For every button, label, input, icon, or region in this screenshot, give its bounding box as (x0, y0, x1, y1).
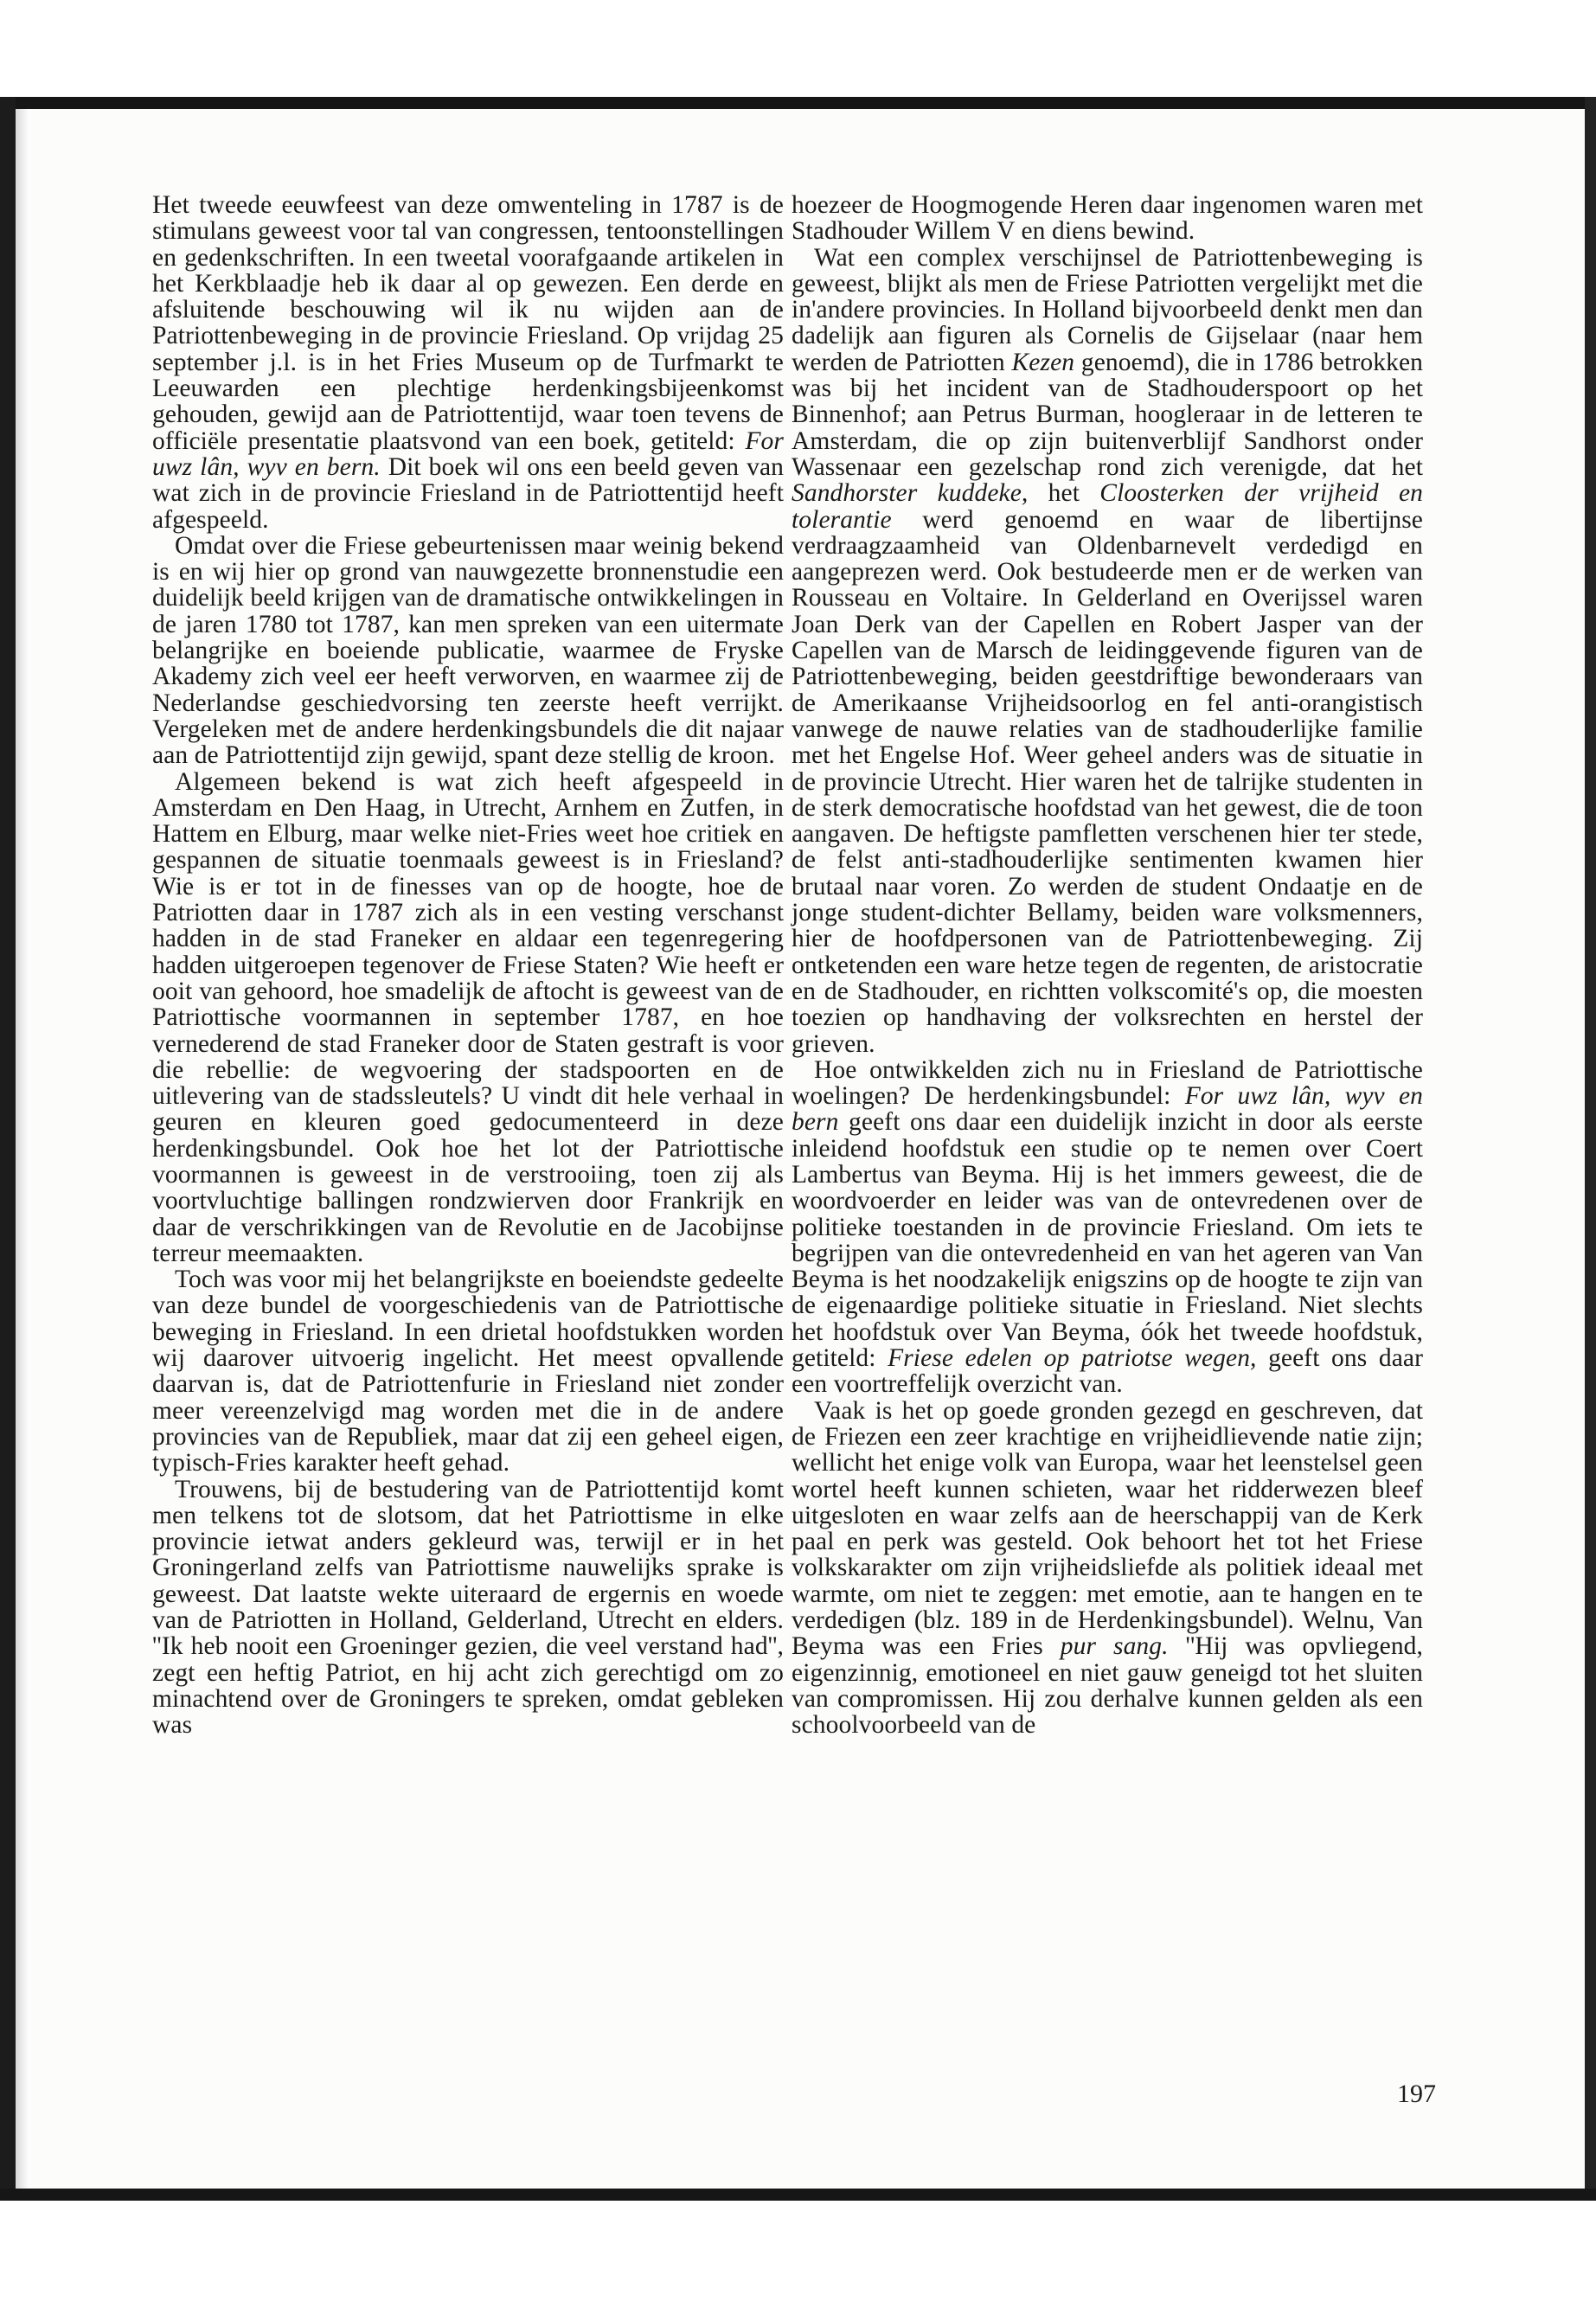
italic-term: Kezen (1011, 348, 1075, 376)
paragraph: Toch was voor mij het belangrijkste en boeiendste gedeelte van deze bundel de voorgeschiedenis van de Patriottische beweging in Friesland. In een drietal hoofdstukken worden wij daarover uitvoerig ingelicht. Het meest opvallende daarvan is, dat de Patriottenfurie in Friesland niet zonder meer vereenzelvigd mag worden met die in de andere provincies van de Republiek, maar dat zij een geheel eigen, typisch-Fries karakter heeft gehad. (152, 1266, 784, 1477)
paragraph: Vaak is het op goede gronden gezegd en geschreven, dat de Friezen een zeer krachtige en vrijheidlievende natie zijn; wellicht het enige volk van Europa, waar het leenstelsel geen wortel heeft kunnen schieten, waar het ridderwezen bleef uitgesloten en waar zelfs aan de heerschappij van de Kerk paal en perk was gesteld. Ook behoort het tot het Friese volkskarakter om zijn vrijheidsliefde als politiek ideaal met warmte, om niet te zeggen: met emotie, aan te hangen en te verdedigen (blz. 189 in de Herdenkingsbundel). Welnu, Van Beyma was een Fries pur sang. ''Hij was opvliegend, eigenzinnig, emotioneel en niet gauw geneigd tot het sluiten van compromissen. Hij zou derhalve kunnen gelden als een schoolvoorbeeld van de (792, 1396, 1424, 1740)
italic-term: Sandhorster kuddeke, (792, 479, 1029, 508)
scan-border-right (1585, 97, 1596, 2201)
scan-border-bottom (0, 2189, 1596, 2201)
scan-border-left (0, 97, 16, 2201)
paragraph: hoezeer de Hoogmogende Heren daar ingenomen waren met Stadhouder Willem V en diens bewind. (792, 191, 1423, 246)
book-title: For uwz lân, wyv en bern (792, 1082, 1423, 1137)
scan-background-top (0, 0, 1596, 102)
scan-border-top (0, 97, 1596, 109)
book-title: For uwz lân, wyv en bern. (152, 426, 784, 481)
paragraph: Omdat over die Friese gebeurtenissen maar weinig bekend is en wij hier op grond van nauwgezette bronnenstudie een duidelijk beeld krijgen van de dramatische ontwikkelingen in de jaren 1780 tot 1787, kan men spreken van een uitermate belangrijke en boeiende publicatie, waarmee de Fryske Akademy zich veel eer heeft verworven, en waarmee zij de Nederlandse geschiedvorsing ten zeerste heeft verrijkt. Vergeleken met de andere herdenkingsbundels die dit najaar aan de Patriottentijd zijn gewijd, spant deze stellig de kroon. (152, 531, 784, 770)
right-text-column (792, 192, 1423, 1739)
paragraph: Trouwens, bij de bestudering van de Patriottentijd komt men telkens tot de slotsom, dat het Patriottisme in elke provincie ietwat anders gekleurd was, terwijl er in het Groningerland zelfs van Patriottisme nauwelijks sprake is geweest. Dat laatste wekte uiteraard de ergernis en woede van de Patriotten in Holland, Gelderland, Utrecht en elders. ''Ik heb nooit een Groeninger gezien, die veel verstand had'', zegt een heftig Patriot, en hij acht zich gerechtigd om zo minachtend over de Groningers te spreken, omdat gebleken was (152, 1475, 784, 1740)
paragraph: Het tweede eeuwfeest van deze omwenteling in 1787 is de stimulans geweest voor tal van congressen, tentoonstellingen en gedenkschriften. In een tweetal voorafgaande artikelen in het Kerkblaadje heb ik daar al op gewezen. Een derde en afsluitende beschouwing wil ik nu wijden aan de Patriottenbeweging in de provincie Friesland. Op vrijdag 25 september j.l. is in het Fries Museum op de Turfmarkt te Leeuwarden een plechtige herdenkingsbijeenkomst gehouden, gewijd aan de Patriottentijd, waar toen tevens de officiële presentatie plaatsvond van een boek, getiteld: For uwz lân, wyv en bern. Dit boek wil ons een beeld geven van wat zich in de provincie Friesland in de Patriottentijd heeft afgespeeld. (152, 191, 784, 534)
paragraph: Hoe ontwikkelden zich nu in Friesland de Patriottische woelingen? De herdenkingsbundel: For uwz lân, wyv en bern geeft ons daar een duidelijk inzicht in door als eerste inleidend hoofdstuk een studie op te nemen over Coert Lambertus van Beyma. Hij is het immers geweest, die de woordvoerder en leider was van de ontevredenen over de politieke toestanden in de provincie Friesland. Om iets te begrijpen van die ontevredenheid en van het ageren van Van Beyma is het noodzakelijk enigszins op de hoogte te zijn van de eigenaardige politieke situatie in Friesland. Niet slechts het hoofdstuk over Van Beyma, óók het tweede hoofdstuk, getiteld: Friese edelen op patriotse wegen, geeft ons daar een voortreffelijk overzicht van. (792, 1055, 1423, 1399)
italic-term: Cloosterken der vrijheid en tolerantie (792, 479, 1423, 534)
paragraph: Algemeen bekend is wat zich heeft afgespeeld in Amsterdam en Den Haag, in Utrecht, Arnhem en Zutfen, in Hattem en Elburg, maar welke niet-Fries weet hoe critiek en gespannen de situatie toenmaals geweest is in Friesland? Wie is er tot in de finesses van op de hoogte, hoe de Patriotten daar in 1787 zich als in een vesting verschanst hadden in de stad Franeker en aldaar een tegenregering hadden uitgeroepen tegenover de Friese Staten? Wie heeft er ooit van gehoord, hoe smadelijk de aftocht is geweest van de Patriottische voormannen in september 1787, en hoe vernederend de stad Franeker door de Staten gestraft is voor die rebellie: de wegvoering der stadspoorten en de uitlevering van de stadssleutels? U vindt dit hele verhaal in geuren en kleuren goed gedocumenteerd in deze herdenkingsbundel. Ook hoe het lot der Patriottische voormannen is geweest in de verstrooiing, toen zij als voortvluchtige ballingen rondzwierven door Frankrijk en daar de verschrikkingen van de Revolutie en de Jacobijnse terreur meemaakten. (152, 767, 784, 1267)
page-number: 197 (1397, 2080, 1436, 2108)
book-spine-shadow (16, 109, 29, 2201)
left-text-column (152, 192, 784, 1739)
chapter-title: Friese edelen op patriotse wegen, (888, 1344, 1257, 1373)
paragraph: Wat een complex verschijnsel de Patriottenbeweging is geweest, blijkt als men de Friese Patriotten vergelijkt met die in'andere provincies. In Holland bijvoorbeeld denkt men dan dadelijk aan figuren als Cornelis de Gijselaar (naar hem werden de Patriotten Kezen genoemd), die in 1786 betrokken was bij het incident van de Stadhouderspoort op het Binnenhof; aan Petrus Burman, hoogleraar in de letteren te Amsterdam, die op zijn buitenverblijf Sandhorst onder Wassenaar een gezelschap rond zich verenigde, dat het Sandhorster kuddeke, het Cloosterken der vrijheid en tolerantie werd genoemd en waar de libertijnse verdraagzaamheid van Oldenbarnevelt verdedigd en aangeprezen werd. Ook bestudeerde men er de werken van Rousseau en Voltaire. In Gelderland en Overijssel waren Joan Derk van der Capellen en Robert Jasper van der Capellen van de Marsch de leidinggevende figuren van de Patriottenbeweging, beiden geestdriftige bewonderaars van de Amerikaanse Vrijheidsoorlog en fel anti-orangistisch vanwege de nauwe relaties van de stadhouderlijke familie met het Engelse Hof. Weer geheel anders was de situatie in de provincie Utrecht. Hier waren het de talrijke studenten in de sterk democratische hoofdstad van het gewest, die de toon aangaven. De heftigste pamfletten verschenen hier ter stede, de felst anti-stadhouderlijke sentimenten kwamen hier brutaal naar voren. Zo werden de student Ondaatje en de jonge student-dichter Bellamy, beiden ware volksmenners, hier de hoofdpersonen van de Patriottenbeweging. Zij ontketenden een ware hetze tegen de regenten, de aristocratie en de Stadhouder, en richtten volkscomité's op, die moesten toezien op handhaving der volksrechten en herstel der grieven. (792, 243, 1423, 1058)
italic-term: pur sang. (1060, 1632, 1169, 1661)
